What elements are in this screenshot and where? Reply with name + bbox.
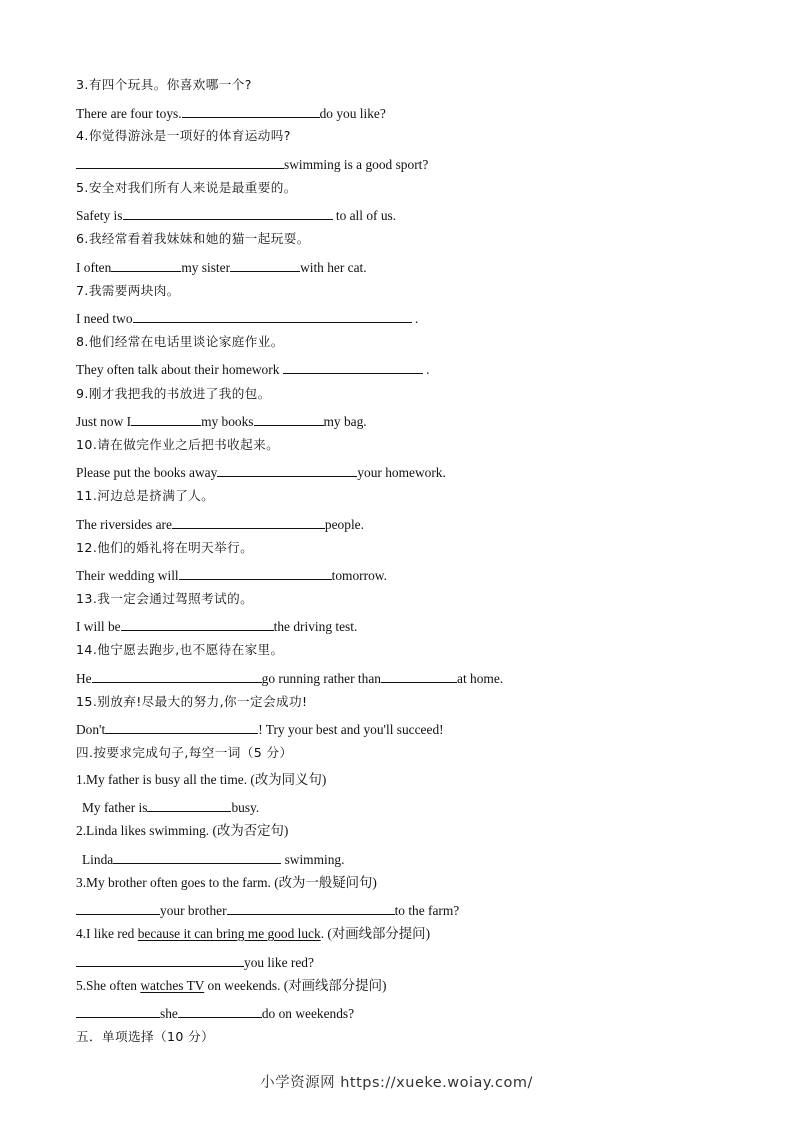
footer-watermark: 小学资源网 https://xueke.woiay.com/ [260,1075,533,1091]
q14-chinese: 14.他宁愿去跑步,也不愿待在家里。 [76,642,284,657]
q9-chinese: 9.刚才我把我的书放进了我的包。 [76,386,271,401]
q3-text-b: do you like? [319,106,386,121]
q3-blank-1[interactable] [182,104,320,118]
q11-english [76,515,364,533]
q5-english [76,206,396,224]
q13-text-a: I will be [76,619,121,634]
s4-2-question: 2.Linda likes swimming. (改为否定句) [76,823,289,838]
section4-title: 四.按要求完成句子,每空一词（5 分） [76,745,293,760]
q14-text-c: at home. [457,671,504,686]
q5-chinese: 5.安全对我们所有人来说是最重要的。 [76,180,297,195]
s4-3-text-b: to the farm? [394,903,460,918]
s4-2-blank-1[interactable] [113,850,281,864]
q4-blank-1[interactable] [76,155,284,169]
q11-text-b: people. [324,517,364,532]
q13-chinese: 13.我一定会通过驾照考试的。 [76,591,254,606]
q5-text-b: to all of us. [332,208,397,223]
q8-chinese: 8.他们经常在电话里谈论家庭作业。 [76,334,284,349]
q15-text-a: Don't [76,722,106,737]
s4-1-question: 1.My father is busy all the time. (改为同义句) [76,772,327,787]
q3-chinese: 3.有四个玩具。你喜欢哪一个? [76,77,252,92]
s4-1-text-a: My father is [82,800,148,815]
s4-5-text-b: do on weekends? [261,1006,355,1021]
s4-5-blank-1[interactable] [76,1004,160,1018]
s4-1-text-b: busy. [231,800,260,815]
q8-text-a: They often talk about their homework [76,362,283,377]
s4-1-blank-1[interactable] [147,798,231,812]
q3-text-a: There are four toys. [76,106,182,121]
q8-blank-1[interactable] [283,360,423,374]
s4-1-answer [82,798,259,816]
q14-english [76,669,503,687]
q12-english [76,566,387,584]
q9-text-b: my books [201,414,254,429]
section5-title: 五．单项选择（10 分） [76,1029,215,1044]
s4-5-q-pre: 5.She often [76,978,141,993]
q11-chinese: 11.河边总是挤满了人。 [76,488,215,503]
q9-text-a: Just now I [76,414,132,429]
q10-text-a: Please put the books away [76,465,218,480]
q13-blank-1[interactable] [121,617,274,631]
q9-english [76,412,367,430]
s4-3-blank-2[interactable] [227,901,395,915]
s4-5-question [76,978,386,994]
q4-text-b: swimming is a good sport? [284,157,429,172]
s4-4-q-pre: 4.I like red [76,926,138,941]
q4-english [76,155,428,173]
s4-4-question [76,926,430,942]
q14-text-b: go running rather than [261,671,381,686]
q11-text-a: The riversides are [76,517,172,532]
q10-blank-1[interactable] [217,463,357,477]
q10-chinese: 10.请在做完作业之后把书收起来。 [76,437,280,452]
q13-english [76,617,357,635]
s4-3-answer [76,901,459,919]
q4-chinese: 4.你觉得游泳是一项好的体育运动吗? [76,128,291,143]
q14-text-a: He [76,671,92,686]
q7-text-a: I need two [76,311,133,326]
q10-english [76,463,446,481]
q6-text-b: my sister [181,260,231,275]
s4-5-q-post: on weekends. (对画线部分提问) [204,978,387,993]
s4-2-text-b: swimming. [281,852,345,867]
s4-4-q-post: . (对画线部分提问) [320,926,431,941]
q5-blank-1[interactable] [123,206,333,220]
q9-text-c: my bag. [323,414,367,429]
q10-text-b: your homework. [357,465,446,480]
q6-chinese: 6.我经常看着我妹妹和她的猫一起玩耍。 [76,231,310,246]
q6-english [76,258,367,276]
q15-blank-1[interactable] [105,720,258,734]
q7-blank-1[interactable] [133,309,412,323]
s4-4-q-underlined: because it can bring me good luck [137,926,321,941]
q12-chinese: 12.他们的婚礼将在明天举行。 [76,540,254,555]
q7-text-b: . [411,311,419,326]
s4-3-blank-1[interactable] [76,901,160,915]
q8-english [76,360,429,378]
q15-english [76,720,444,738]
q6-blank-1[interactable] [111,258,181,272]
q6-blank-2[interactable] [230,258,300,272]
q12-text-b: tomorrow. [331,568,387,583]
q5-text-a: Safety is [76,208,123,223]
s4-4-text-a: you like red? [244,955,314,970]
q6-text-a: I often [76,260,112,275]
q7-english [76,309,418,327]
s4-3-question: 3.My brother often goes to the farm. (改为一般疑问句) [76,875,377,890]
q14-blank-2[interactable] [381,669,457,683]
s4-4-answer [76,953,314,971]
q13-text-b: the driving test. [273,619,358,634]
s4-3-text-a: your brother [160,903,227,918]
q6-text-c: with her cat. [300,260,367,275]
q9-blank-2[interactable] [254,412,324,426]
q9-blank-1[interactable] [131,412,201,426]
q15-text-b: ! Try your best and you'll succeed! [258,722,444,737]
s4-2-answer [82,850,344,868]
s4-5-answer [76,1004,354,1022]
q15-chinese: 15.别放弃!尽最大的努力,你一定会成功! [76,694,308,709]
s4-5-q-underlined: watches TV [140,978,205,993]
q14-blank-1[interactable] [92,669,262,683]
q7-chinese: 7.我需要两块肉。 [76,283,180,298]
s4-2-text-a: Linda [82,852,114,867]
q12-blank-1[interactable] [179,566,332,580]
s4-5-text-a: she [160,1006,178,1021]
q3-english [76,104,386,122]
q8-text-b: . [422,362,430,377]
q11-blank-1[interactable] [172,515,325,529]
q12-text-a: Their wedding will [76,568,179,583]
s4-4-blank-1[interactable] [76,953,244,967]
s4-5-blank-2[interactable] [178,1004,262,1018]
